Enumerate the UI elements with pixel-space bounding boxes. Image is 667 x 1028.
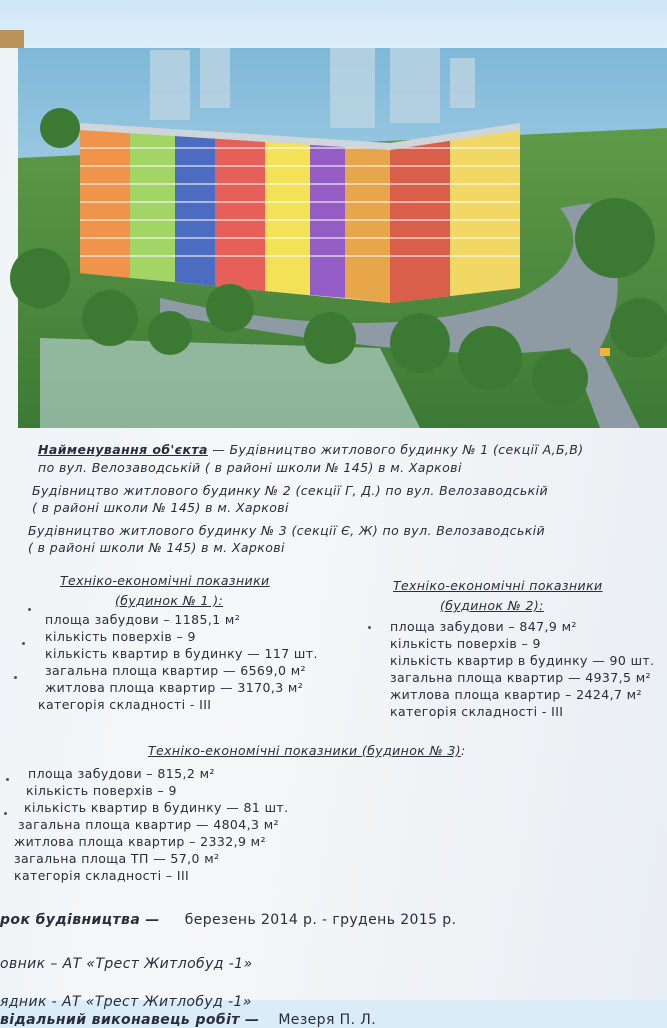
house3-title-suffix: :: [461, 743, 466, 758]
object-label: Найменування об'єкта: [38, 442, 208, 457]
object-line-5: Будівництво житлового будинку № 3 (секції Є, Ж) по вул. Велозаводській: [28, 523, 546, 538]
house3-row-4: загальна площа квартир — 4804,3 м²: [18, 817, 279, 832]
house2-row-4: загальна площа квартир — 4937,5 м²: [390, 670, 651, 685]
object-line-1: — Будівництво житлового будинку № 1 (секції А,Б,В): [212, 442, 584, 457]
house1-subtitle: (будинок № 1 ):: [115, 593, 224, 608]
house3-row-7: категорія складності – ІІІ: [14, 868, 190, 883]
construction-board: [0, 48, 667, 1028]
house2-row-5: житлова площа квартир – 2424,7 м²: [390, 687, 642, 702]
responsible-label: відальний виконавець робіт —: [0, 1012, 260, 1028]
house2-row-6: категорія складності - ІІІ: [390, 704, 564, 719]
house2-row-2: кількість поверхів – 9: [390, 636, 541, 651]
house2-subtitle: (будинок № 2):: [440, 598, 544, 613]
responsible-value: Мезеря П. Л.: [278, 1012, 377, 1028]
object-line-6: ( в районі школи № 145) в м. Харкові: [28, 540, 285, 555]
customer-line: овник – АТ «Трест Житлобуд -1»: [0, 956, 253, 972]
object-line-4: ( в районі школи № 145) в м. Харкові: [32, 500, 289, 515]
house3-row-5: житлова площа квартир – 2332,9 м²: [14, 834, 266, 849]
house1-row-5: житлова площа квартир — 3170,3 м²: [45, 680, 304, 695]
term-value: березень 2014 р. - грудень 2015 р.: [184, 912, 457, 928]
house2-row-1: площа забудови – 847,9 м²: [390, 619, 577, 634]
house1-row-1: площа забудови – 1185,1 м²: [45, 612, 241, 627]
contractor-line: ядник - АТ «Трест Житлобуд -1»: [0, 994, 252, 1010]
house1-title: Техніко-економічні показники: [60, 573, 270, 588]
house1-row-2: кількість поверхів – 9: [45, 629, 196, 644]
house1-row-6: категорія складності - ІІІ: [38, 697, 212, 712]
house3-row-2: кількість поверхів – 9: [26, 783, 177, 798]
house3-row-1: площа забудови – 815,2 м²: [28, 766, 215, 781]
house2-row-3: кількість квартир в будинку — 90 шт.: [390, 653, 655, 668]
apartment-building: [80, 123, 520, 303]
house2-title: Техніко-економічні показники: [393, 578, 603, 593]
house3-row-3: кількість квартир в будинку — 81 шт.: [24, 800, 289, 815]
car: [600, 348, 610, 356]
object-line-3: Будівництво житлового будинку № 2 (секції Г, Д.) по вул. Велозаводській: [32, 483, 548, 498]
building-rendering: [0, 48, 667, 428]
house1-row-3: кількість квартир в будинку — 117 шт.: [45, 646, 318, 661]
info-text-panel: [0, 428, 667, 1028]
house3-title: Техніко-економічні показники (будинок № 3): [148, 743, 462, 758]
house3-row-6: загальна площа ТП — 57,0 м²: [14, 851, 220, 866]
light-overlay: [40, 338, 420, 428]
house1-row-4: загальна площа квартир — 6569,0 м²: [45, 663, 306, 678]
object-line-2: по вул. Велозаводській ( в районі школи № 145) в м. Харкові: [38, 460, 462, 475]
term-label: рок будівництва —: [0, 912, 160, 928]
